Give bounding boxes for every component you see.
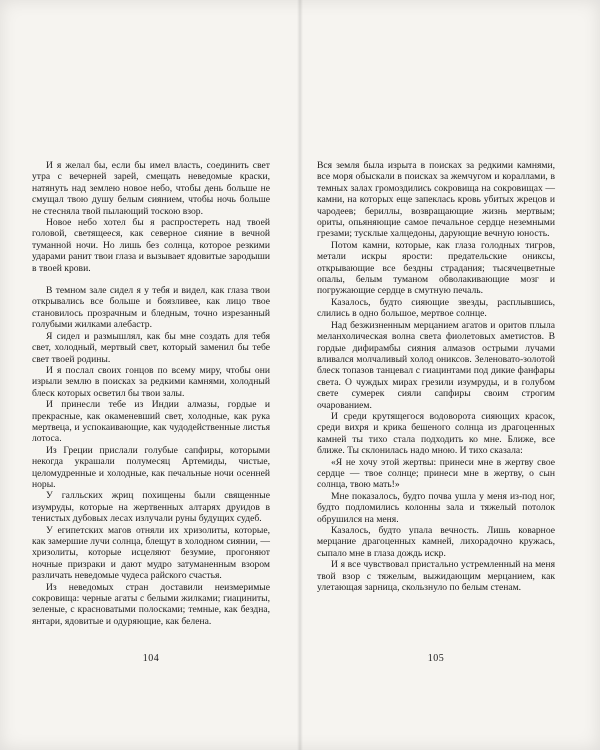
right-page-text xyxy=(317,160,555,593)
right-paragraph-1: Вся земля была изрыта в поисках за редкими камнями, все моря обыскали в поисках за жемчугом и кораллами, в темных залах громоздились сокровища на сокровищах — камни, на которых еще запеклась кровь убитых жрецов и чародеев; бериллы, возвращающие жизнь мертвым; ориты, опьяняющие самое печальное сердце неземными грезами; тусклые халцедоны, дарующие вечную юность. xyxy=(317,160,555,240)
left-page-number: 104 xyxy=(142,653,160,664)
left-paragraph-7: Из Греции прислали голубые сапфиры, которыми некогда украшали полумесяц Артемиды, чистые, целомудренные и холодные, как печальные ночи осенней норы. xyxy=(32,444,270,490)
right-paragraph-6: «Я не хочу этой жертвы: принеси мне в жертву свое сердце — твое солнце; принеси мне в жертву, о сын солнца, твою мать!» xyxy=(317,456,555,491)
right-paragraph-8: Казалось, будто упала вечность. Лишь коварное мерцание драгоценных камней, лихорадочно кружась, сыпало мне в глаза дождь искр. xyxy=(317,525,555,559)
left-paragraph-1: И я желал бы, если бы имел власть, соединить свет утра с вечерней зарей, смещать неведомые краски, натянуть над землею новое небо, чтобы день больше не смущал твою душу белым сиянием, чтобы ночь больше не стесняла твой пылающий тоскою взор. xyxy=(32,160,270,217)
left-paragraph-6: И принесли тебе из Индии алмазы, гордые и прекрасные, как окаменевший свет, холодные, как рука мертвеца, и успокаивающие, как чудодейственные листья лотоса. xyxy=(32,399,270,445)
left-paragraph-3: В темном зале сидел я у тебя и видел, как глаза твои открывались все больше и боязливее, как лицо твое становилось прозрачным и бледным, точно изрезанный голубыми жилками алебастр. xyxy=(32,285,270,331)
right-paragraph-5: И среди крутящегося водоворота сияющих красок, среди вихря и крика бешеного солнца из драгоценных камней ты тихо стала подходить ко мне. Ближе, все ближе. Ты склонилась надо мною. И тихо сказала: xyxy=(317,410,555,457)
left-paragraph-8: У галльских жриц похищены были священные изумруды, которые на жертвенных алтарях друидов в тенистых дубовых лесах излучали руны будущих судеб. xyxy=(32,490,270,525)
left-paragraph-2: Новое небо хотел бы я распростереть над твоей головой, светящееся, как северное сияние в вечной туманной ночи. Но лишь без солнца, которое резкими ударами ранит твои глаза и вызывает ядовитые зародыши в твоей крови. xyxy=(32,217,270,274)
right-paragraph-7: Мне показалось, будто почва ушла у меня из-под ног, будто подломились колонны зала и тяжелый потолок обрушился на меня. xyxy=(317,490,555,525)
left-page-text xyxy=(32,160,270,627)
right-page-number: 105 xyxy=(427,653,445,664)
left-paragraph-5: И я послал своих гонцов по всему миру, чтобы они изрыли землю в поисках за редкими камнями, холодный блеск которых осветил бы твои залы. xyxy=(32,364,270,399)
right-paragraph-3: Казалось, будто сияющие звезды, расплывшись, слились в одно большое, мертвое солнце. xyxy=(317,296,555,320)
left-paragraph-10: Из неведомых стран доставили неизмеримые сокровища: черные агаты с белыми жилками; гиациниты, зеленые, с красноватыми полосками; темные, как бездна, янтари, ядовитые и одуряющие, как белена. xyxy=(32,581,270,627)
right-paragraph-2: Потом камни, которые, как глаза голодных тигров, метали искры ярости: предательские ониксы, открывающие все бездны страдания; тысячецветные опалы, белым туманом обволакивающие мозг и погружающие сердце в смутную печаль. xyxy=(317,239,555,297)
right-paragraph-4: Над безжизненным мерцанием агатов и оритов плыла меланхолическая волна света фиолетовых аметистов. В гордые дифирамбы сияния алмазов острыми лучами вливался молчаливый холод ониксов. Зеленовато-золотой блеск топазов танцевал с гиацинтами под дикие фанфары света. О чуждых мирах грезили изумруды, и в голубом свете сумерек сияли сапфиры своим строгим очарованием. xyxy=(317,319,555,411)
right-paragraph-9: И я все чувствовал пристально устремленный на меня твой взор с тяжелым, выжидающим мерцанием, как улетающая зарница, скользнуло по белым стенам. xyxy=(317,559,555,594)
left-paragraph-9: У египетских магов отняли их хризолиты, которые, как замершие лучи солнца, блещут в холодном сиянии, — хризолиты, которые исцеляют безумие, прогоняют ночные призраки и дают мудро затуманенным взором различать неведомые чудеса райского счастья. xyxy=(32,524,270,582)
book-gutter xyxy=(297,0,303,750)
left-paragraph-4: Я сидел и размышлял, как бы мне создать для тебя свет, холодный, мертвый свет, который заменил бы тебе свет твоей родины. xyxy=(32,330,270,365)
